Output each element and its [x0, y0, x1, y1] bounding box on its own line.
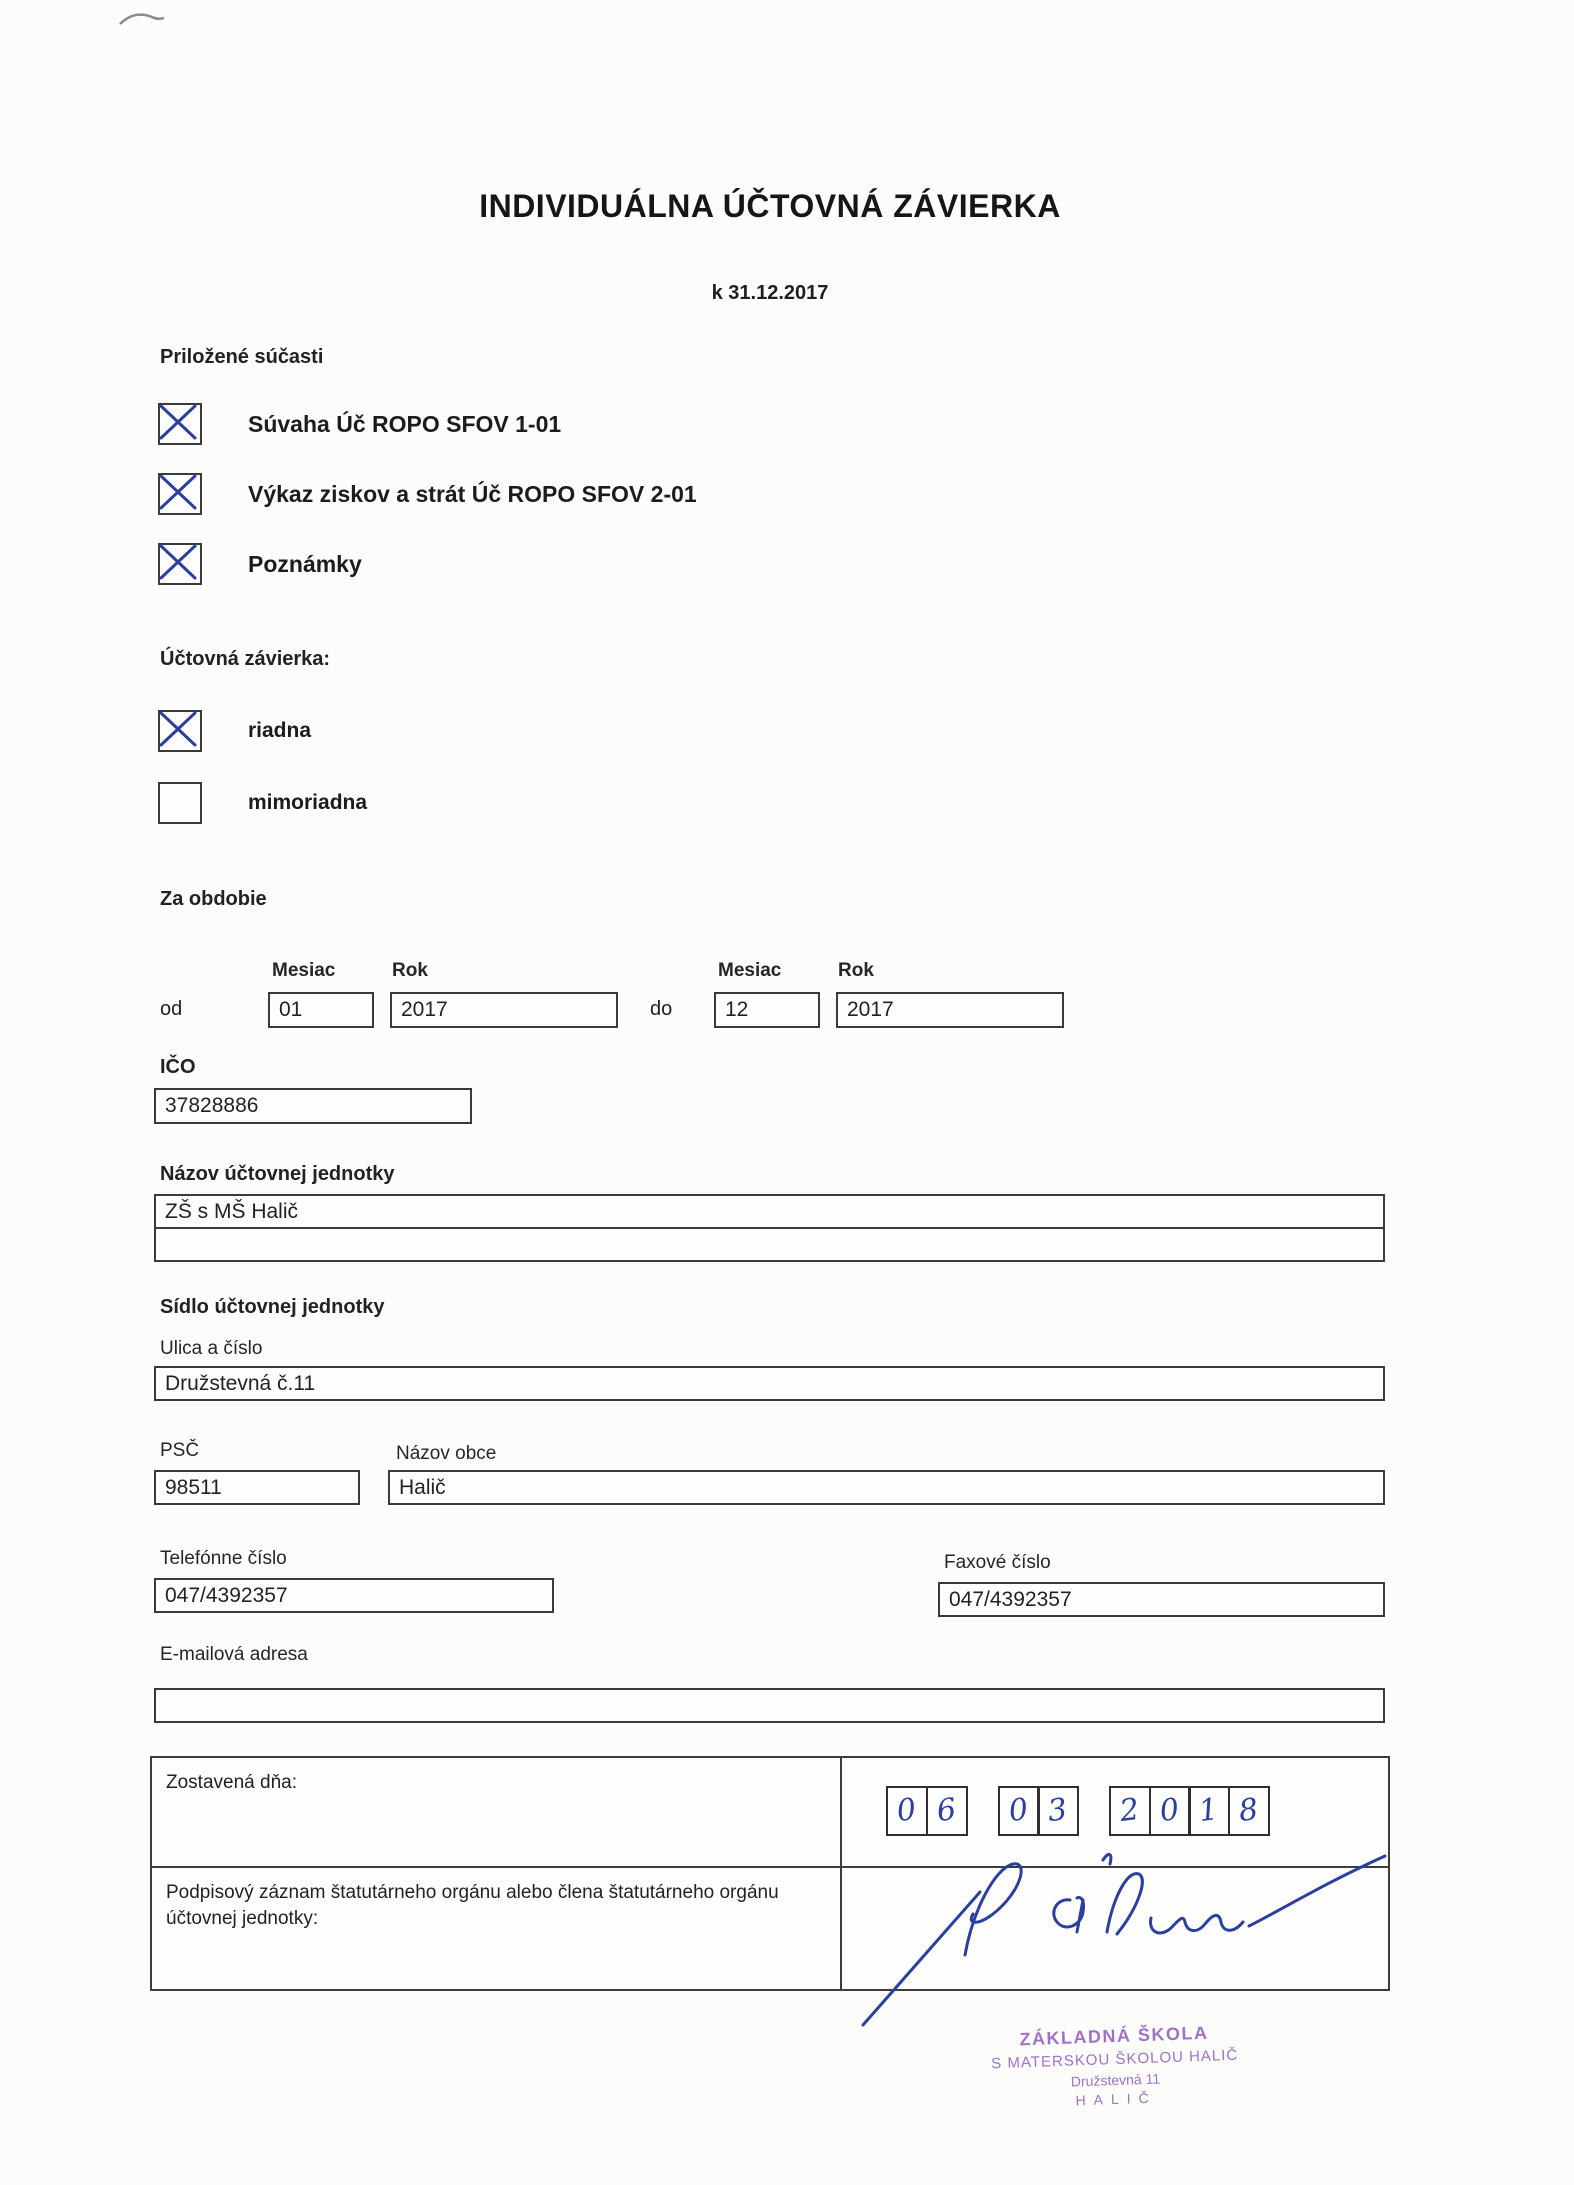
checkbox-mimoriadna — [158, 782, 202, 824]
zip-label: PSČ — [160, 1440, 200, 1461]
signature-scribble — [845, 1840, 1405, 2110]
attachment-label-suvaha: Súvaha Úč ROPO SFOV 1-01 — [248, 410, 562, 437]
date-label-cell — [152, 1758, 842, 1868]
statement-label-mimoriadna: mimoriadna — [248, 791, 368, 814]
period-to-month-field: 12 — [714, 992, 820, 1028]
checkbox-vykaz — [158, 473, 202, 515]
city-label: Názov obce — [396, 1443, 497, 1464]
signature-label-cell — [152, 1868, 842, 1989]
date-month-group — [998, 1786, 1080, 1836]
form-title: INDIVIDUÁLNA ÚČTOVNÁ ZÁVIERKA — [479, 188, 1061, 224]
date-digit: 8 — [1236, 1791, 1261, 1829]
scan-artifact — [118, 8, 166, 30]
street-label: Ulica a číslo — [160, 1338, 263, 1359]
digit-box — [1149, 1786, 1191, 1836]
email-field — [154, 1688, 1385, 1723]
date-day-group — [886, 1786, 968, 1836]
form-date-subtitle: k 31.12.2017 — [711, 282, 829, 304]
checked-x-icon — [158, 710, 198, 748]
attachments-heading: Priložené súčasti — [160, 346, 324, 368]
date-digit: 1 — [1197, 1791, 1221, 1829]
period-from-label: od — [160, 998, 183, 1020]
digit-box — [998, 1786, 1040, 1836]
checked-x-icon — [158, 543, 198, 581]
digit-box — [1228, 1786, 1270, 1836]
email-label: E-mailová adresa — [160, 1644, 308, 1665]
stamp-line-1: ZÁKLADNÁ ŠKOLA — [1019, 2022, 1209, 2050]
checked-x-icon — [158, 403, 198, 441]
attachment-row-suvaha — [158, 403, 561, 445]
period-to-year-field: 2017 — [836, 992, 1064, 1028]
statement-row-mimoriadna — [158, 782, 367, 824]
checkbox-riadna — [158, 710, 202, 752]
statement-row-riadna — [158, 710, 311, 752]
checked-x-icon — [158, 473, 198, 511]
entity-name-label: Názov účtovnej jednotky — [160, 1163, 395, 1185]
digit-box — [886, 1786, 928, 1836]
zip-field: 98511 — [154, 1470, 360, 1505]
ico-label: IČO — [160, 1056, 196, 1078]
date-label: Zostavená dňa: — [166, 1772, 297, 1793]
entity-name-field-2 — [154, 1227, 1385, 1262]
period-from-month-label: Mesiac — [272, 960, 336, 981]
digit-box — [1188, 1786, 1230, 1836]
attachment-row-vykaz — [158, 473, 697, 515]
attachment-row-poznamky — [158, 543, 362, 585]
attachment-label-poznamky: Poznámky — [248, 550, 362, 577]
date-digit: 0 — [1006, 1791, 1031, 1829]
phone-label: Telefónne číslo — [160, 1548, 287, 1569]
checkbox-poznamky — [158, 543, 202, 585]
stamp-line-2: S MATERSKOU ŠKOLOU HALIČ — [990, 2046, 1239, 2073]
date-digit: 6 — [934, 1791, 959, 1829]
seat-heading: Sídlo účtovnej jednotky — [160, 1296, 385, 1318]
statement-label-riadna: riadna — [248, 719, 312, 742]
period-to-month-label: Mesiac — [718, 960, 782, 981]
period-from-month-field: 01 — [268, 992, 374, 1028]
fax-label: Faxové číslo — [944, 1552, 1051, 1573]
stamp-line-3: Družstevná 11 — [1070, 2070, 1161, 2090]
period-from-year-label: Rok — [392, 960, 428, 981]
ico-field: 37828886 — [154, 1088, 472, 1124]
digit-box — [926, 1786, 968, 1836]
date-digit: 2 — [1118, 1791, 1142, 1829]
stamp-line-4: HALIČ — [1075, 2089, 1157, 2109]
date-digit: 0 — [1157, 1791, 1182, 1829]
date-year-group — [1109, 1786, 1270, 1836]
entity-name-field: ZŠ s MŠ Halič — [154, 1194, 1385, 1229]
period-from-year-field: 2017 — [390, 992, 618, 1028]
handwritten-date — [886, 1786, 1374, 1836]
statement-type-heading: Účtovná závierka: — [160, 648, 331, 670]
street-field: Družstevná č.11 — [154, 1366, 1385, 1401]
date-digit: 3 — [1046, 1791, 1070, 1829]
attachment-label-vykaz: Výkaz ziskov a strát Úč ROPO SFOV 2-01 — [248, 480, 697, 507]
digit-box — [1109, 1786, 1151, 1836]
period-to-year-label: Rok — [838, 960, 874, 981]
signature-label: Podpisový záznam štatutárneho orgánu alebo člena štatutárneho orgánu účtovnej jednotky: — [166, 1882, 779, 1929]
period-to-label: do — [650, 998, 673, 1020]
fax-field: 047/4392357 — [938, 1582, 1385, 1617]
digit-box — [1037, 1786, 1079, 1836]
period-heading: Za obdobie — [160, 888, 267, 910]
date-digit: 0 — [895, 1791, 919, 1829]
phone-field: 047/4392357 — [154, 1578, 554, 1613]
checkbox-suvaha — [158, 403, 202, 445]
city-field: Halič — [388, 1470, 1385, 1505]
